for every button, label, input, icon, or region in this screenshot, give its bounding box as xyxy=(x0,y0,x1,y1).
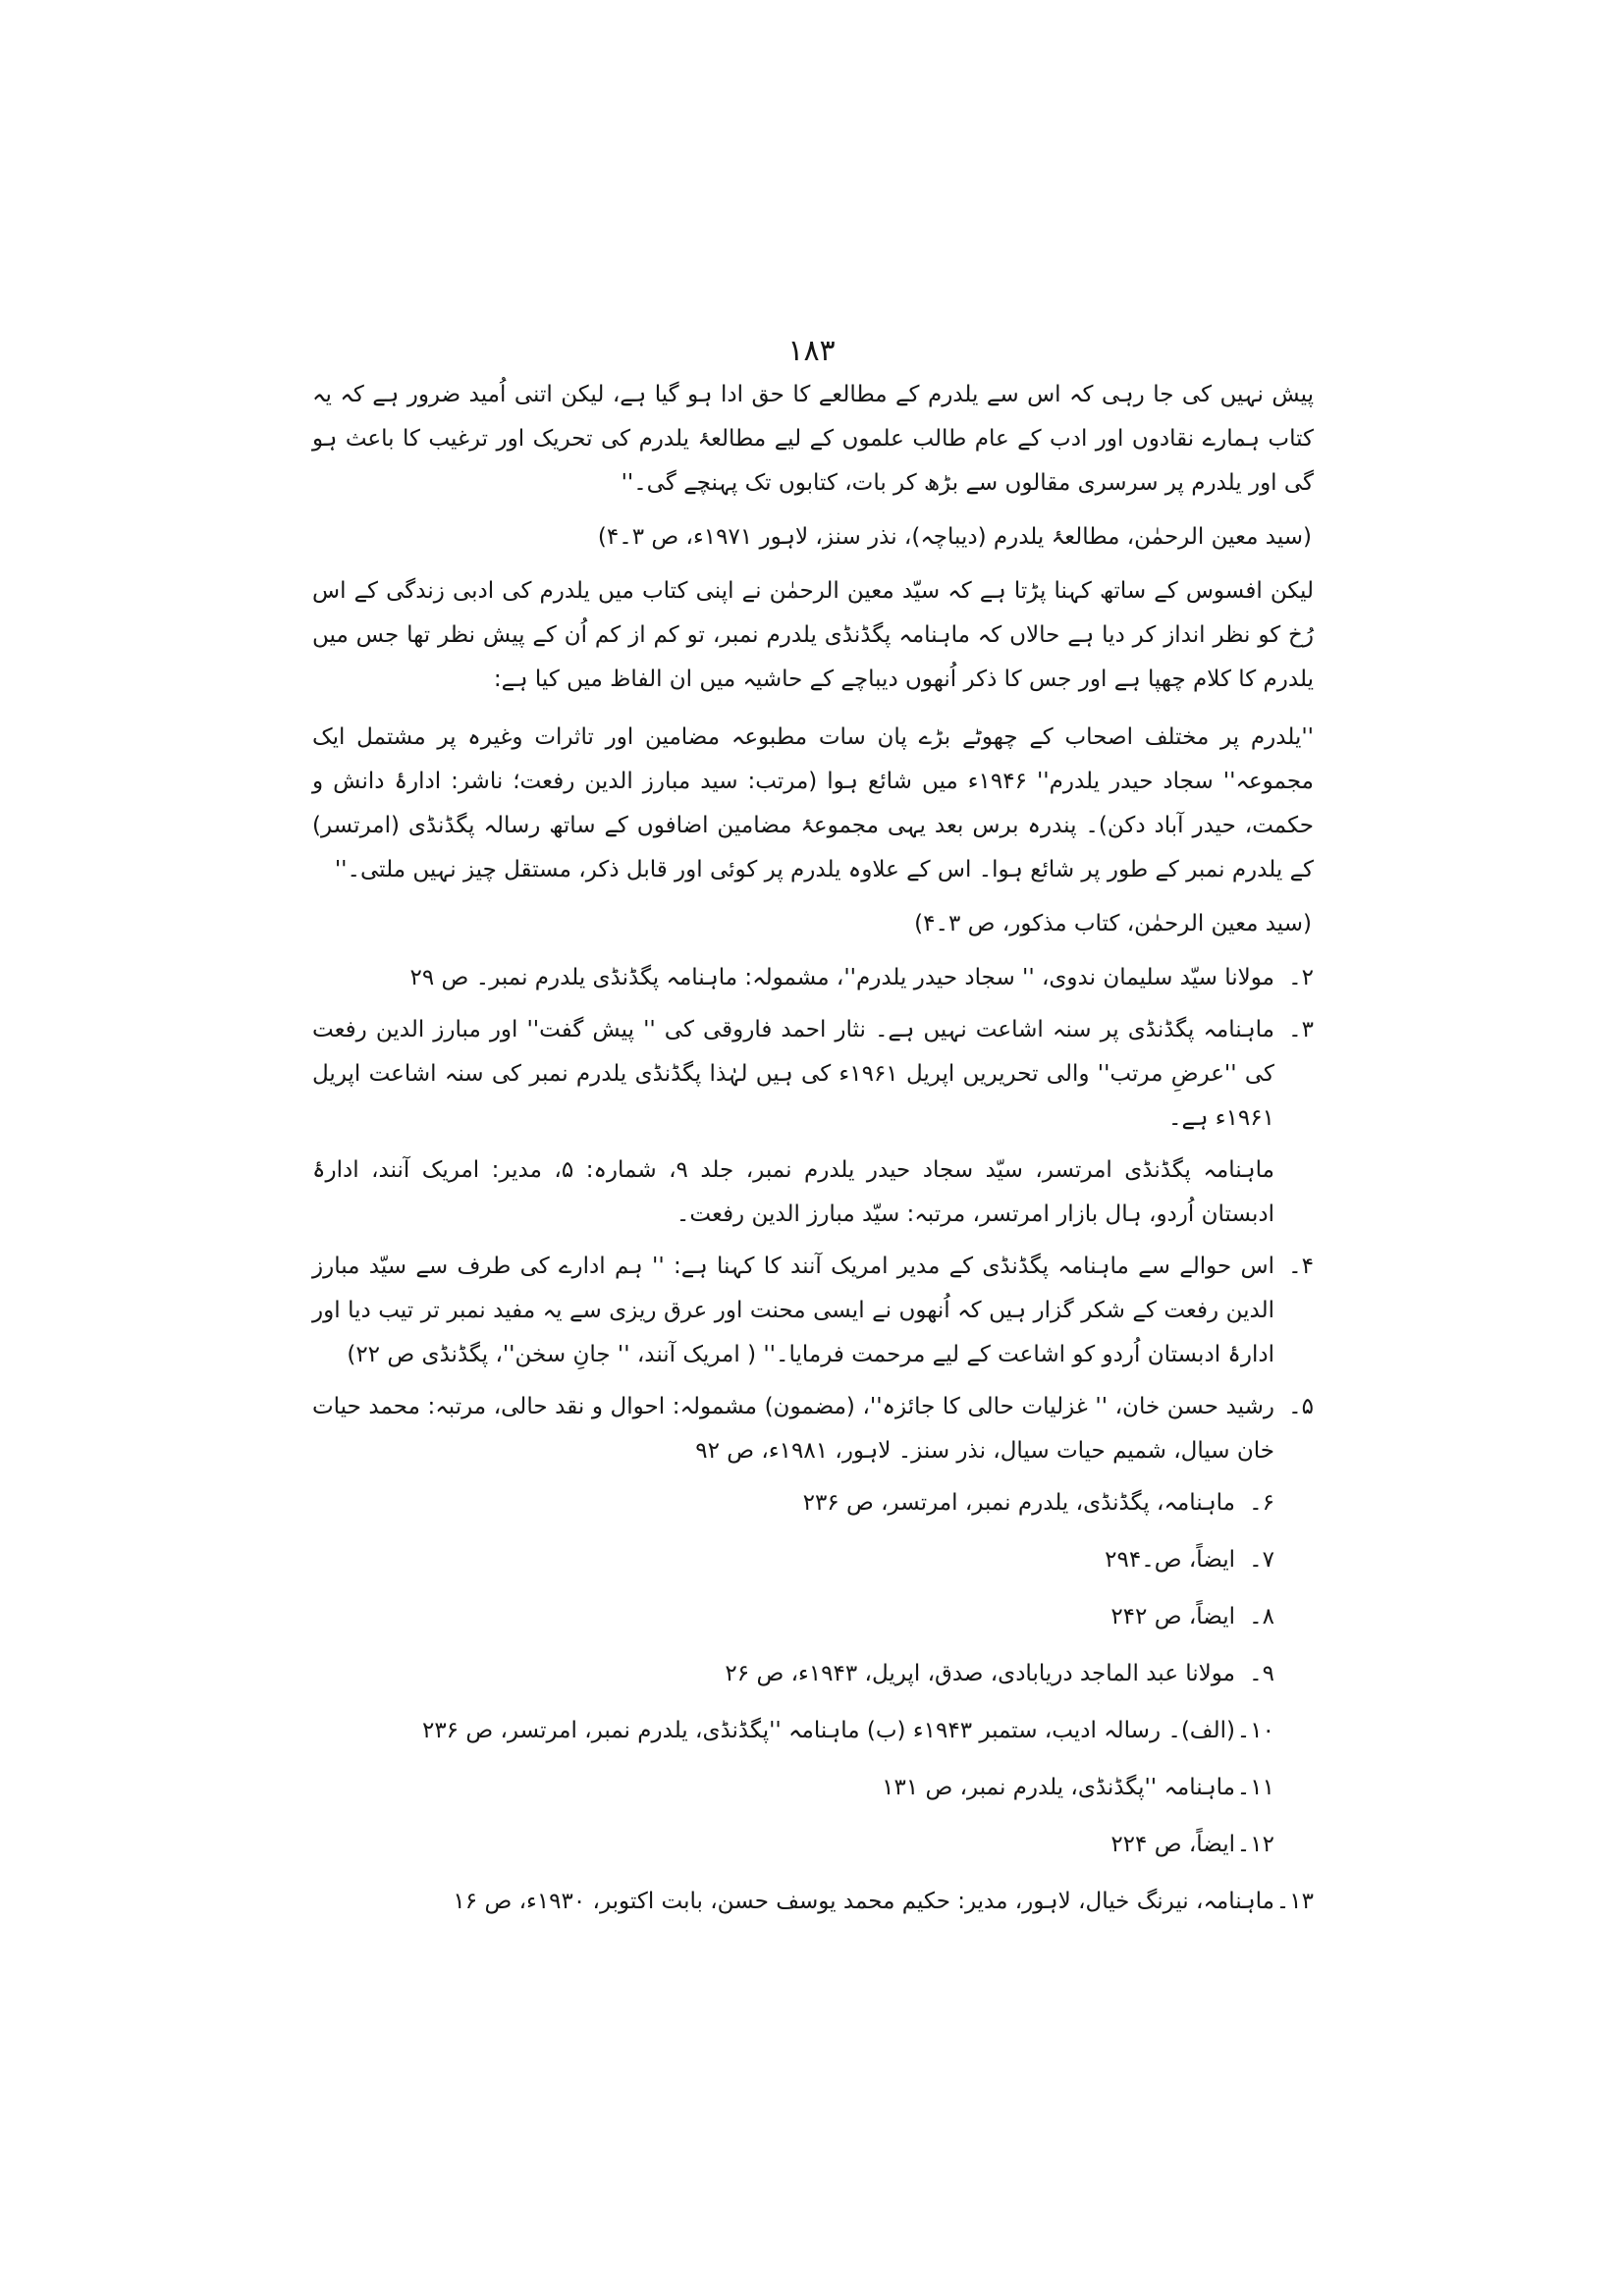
endnote-number: ۳۔ xyxy=(1288,1017,1314,1042)
endnote xyxy=(312,1652,1314,1696)
endnote-text: ماہنامہ پگڈنڈی پر سنہ اشاعت نہیں ہے۔ نثار احمد فاروقی کی '' پیش گفت'' اور مبارز الدین رفعت کی ''عرضِ مرتب'' والی تحریریں اپریل ۱۹۶۱ء کی ہیں لہٰذا پگڈنڈی یلدرم نمبر کی سنہ اشاعت اپریل ۱۹۶۱ء ہے۔ xyxy=(312,1017,1274,1131)
endnote-number: ۸۔ xyxy=(1249,1604,1274,1629)
endnote xyxy=(312,1880,1314,1924)
endnote-subtext: ماہنامہ پگڈنڈی امرتسر، سیّد سجاد حیدر یلدرم نمبر، جلد ۹، شمارہ: ۵، مدیر: امریک آنند، ادارۂ ادبستان اُردو، ہال بازار امرتسر، مرتبہ: سیّد مبارز الدین رفعت۔ xyxy=(312,1157,1274,1227)
body-paragraph: لیکن افسوس کے ساتھ کہنا پڑتا ہے کہ سیّد معین الرحمٰن نے اپنی کتاب میں یلدرم کی ادبی زندگی کے اس رُخ کو نظر انداز کر دیا ہے حالاں کہ ماہنامہ پگڈنڈی یلدرم نمبر، تو کم از کم اُن کے پیش نظر تھا جس میں یلدرم کا کلام چھپا ہے اور جس کا ذکر اُنھوں دیباچے کے حاشیہ میں ان الفاظ میں کیا ہے: xyxy=(312,578,1314,692)
endnote-text: ایضاً، ص ۲۴۲ xyxy=(1110,1604,1235,1629)
endnote-text: مولانا عبد الماجد دریابادی، صدق، اپریل، ۱۹۴۳ء، ص ۲۶ xyxy=(725,1661,1235,1686)
endnote-text: ماہنامہ ''پگڈنڈی، یلدرم نمبر، ص ۱۳۱ xyxy=(882,1775,1235,1800)
endnotes-list xyxy=(312,956,1314,1924)
endnote-number: ۹۔ xyxy=(1249,1661,1274,1686)
endnote xyxy=(312,956,1314,1000)
endnote-text: ایضاً، ص۔۲۹۴ xyxy=(1105,1547,1235,1573)
endnote xyxy=(312,1008,1314,1141)
endnote-text: ماہنامہ، پگڈنڈی، یلدرم نمبر، امرتسر، ص ۲۳۶ xyxy=(802,1490,1235,1516)
endnote xyxy=(312,1595,1314,1639)
endnote-number: ۱۳۔ xyxy=(1275,1889,1314,1914)
endnote-number: ۱۱۔ xyxy=(1236,1775,1274,1800)
endnote-text: ماہنامہ، نیرنگ خیال، لاہور، مدیر: حکیم محمد یوسف حسن، بابت اکتوبر، ۱۹۳۰ء، ص ۱۶ xyxy=(453,1889,1274,1914)
endnote xyxy=(312,1385,1314,1473)
endnote-number: ۵۔ xyxy=(1288,1394,1314,1419)
endnote-text: رشید حسن خان، '' غزلیات حالی کا جائزہ''، (مضمون) مشمولہ: احوال و نقد حالی، مرتبہ: محمد حیات خان سیال، شمیم حیات سیال، نذر سنز۔ لاہور، ۱۹۸۱ء، ص ۹۲ xyxy=(312,1394,1274,1464)
page-body xyxy=(312,373,1314,1937)
endnote-number: ۱۰۔ xyxy=(1236,1718,1274,1743)
endnote-number: ۶۔ xyxy=(1249,1490,1274,1516)
endnote-text: (الف)۔ رسالہ ادیب، ستمبر ۱۹۴۳ء (ب) ماہنامہ ''پگڈنڈی، یلدرم نمبر، امرتسر، ص ۲۳۶ xyxy=(421,1718,1235,1743)
page-number: ۱۸۳ xyxy=(787,334,836,368)
endnote-text: ایضاً، ص ۲۲۴ xyxy=(1110,1832,1235,1857)
endnote-text: مولانا سیّد سلیمان ندوی، '' سجاد حیدر یلدرم''، مشمولہ: ماہنامہ پگڈنڈی یلدرم نمبر۔ ص ۲۹ xyxy=(409,965,1274,990)
citation: (سید معین الرحمٰن، مطالعۂ یلدرم (دیباچہ)، نذر سنز، لاہور ۱۹۷۱ء، ص ۳۔۴) xyxy=(597,524,1312,550)
endnote xyxy=(312,1538,1314,1582)
quote-continuation: پیش نہیں کی جا رہی کہ اس سے یلدرم کے مطالعے کا حق ادا ہو گیا ہے، لیکن اتنی اُمید ضرور ہے کہ یہ کتاب ہمارے نقادوں اور ادب کے عام طالب علموں کے لیے مطالعۂ یلدرم کی تحریک اور ترغیب کا باعث ہو گی اور یلدرم پر سرسری مقالوں سے بڑھ کر بات، کتابوں تک پہنچے گی۔'' xyxy=(312,382,1314,496)
endnote-number: ۲۔ xyxy=(1288,965,1314,990)
endnote xyxy=(312,1245,1314,1377)
endnote-number: ۱۲۔ xyxy=(1236,1832,1274,1857)
endnote-number: ۷۔ xyxy=(1249,1547,1274,1573)
endnote xyxy=(312,1766,1314,1810)
block-quote: ''یلدرم پر مختلف اصحاب کے چھوٹے بڑے پان سات مطبوعہ مضامین اور تاثرات وغیرہ پر مشتمل ایک مجموعہ'' سجاد حیدر یلدرم'' ۱۹۴۶ء میں شائع ہوا (مرتب: سید مبارز الدین رفعت؛ ناشر: ادارۂ دانش و حکمت، حیدر آباد دکن)۔ پندرہ برس بعد یہی مجموعۂ مضامین اضافوں کے ساتھ رسالہ پگڈنڈی (امرتسر) کے یلدرم نمبر کے طور پر شائع ہوا۔ اس کے علاوہ یلدرم پر کوئی اور قابل ذکر، مستقل چیز نہیں ملتی۔'' xyxy=(312,724,1314,882)
endnote xyxy=(312,1823,1314,1867)
endnote xyxy=(312,1481,1314,1525)
endnote xyxy=(312,1709,1314,1753)
endnote-number: ۴۔ xyxy=(1288,1254,1314,1279)
citation: (سید معین الرحمٰن، کتاب مذکور، ص ۳۔۴) xyxy=(914,911,1312,936)
endnote-text: اس حوالے سے ماہنامہ پگڈنڈی کے مدیر امریک آنند کا کہنا ہے: '' ہم ادارے کی طرف سے سیّد مبارز الدین رفعت کے شکر گزار ہیں کہ اُنھوں نے ایسی محنت اور عرق ریزی سے یہ مفید نمبر تر تیب دیا اور ادارۂ ادبستان اُردو کو اشاعت کے لیے مرحمت فرمایا۔'' ( امریک آنند، '' جانِ سخن''، پگڈنڈی ص ۲۲) xyxy=(312,1254,1274,1367)
